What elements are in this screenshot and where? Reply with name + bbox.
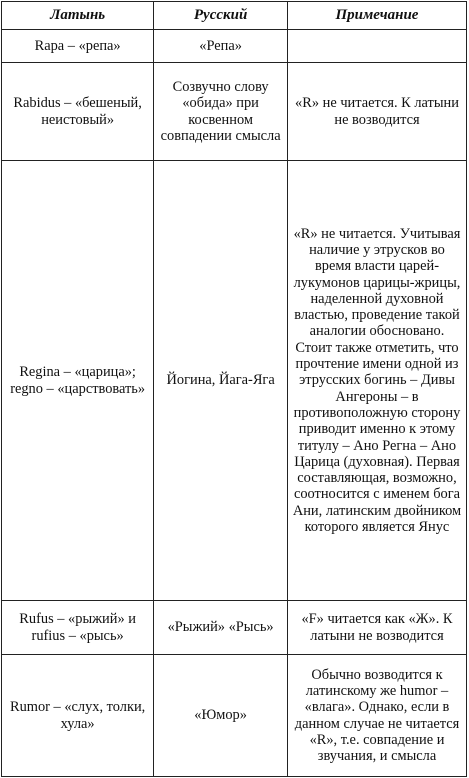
cell-note: «R» не читается. Учитывая наличие у этрусков во время власти царей-лукумонов царицы-жрицы, наделенной духовной властью, проведение такой аналогии обосновано. Стоит также отметить, что прочтение имени одной из этрусских богинь – Дивы Ангероны – в противоположную сторону приводит именно к этому титулу – Ано Регна – Ано Царица (духовная). Первая составляющая, возможно, соотносится с именем бога Ани, латинским двойником которого является Янус (287, 161, 466, 601)
cell-russian: «Репа» (154, 30, 288, 63)
table-row (2, 30, 467, 63)
cell-russian: Созвучно слову «обида» при косвенном совпадении смысла (154, 63, 288, 161)
cell-latin: Rumor – «слух, толки, хула» (2, 655, 154, 777)
table-row (2, 601, 467, 655)
cell-latin: Rabidus – «бешеный, неистовый» (2, 63, 154, 161)
cell-russian: «Юмор» (154, 655, 288, 777)
header-note: Примечание (287, 2, 466, 30)
cell-note: Обычно возводится к латинскому же humor – «влага». Однако, если в данном случае не читается «R», т.е. совпадение и звучания, и смысла (287, 655, 466, 777)
header-row (2, 2, 467, 30)
cell-note: «F» читается как «Ж». К латыни не возводится (287, 601, 466, 655)
table-row (2, 655, 467, 777)
cell-note (287, 30, 466, 63)
table-row (2, 63, 467, 161)
cell-russian: «Рыжий» «Рысь» (154, 601, 288, 655)
header-latin: Латынь (2, 2, 154, 30)
table-row (2, 161, 467, 601)
cell-latin: Regina – «царица»; regno – «царствовать» (2, 161, 154, 601)
cell-russian: Йогина, Йага-Яга (154, 161, 288, 601)
cell-note: «R» не читается. К латыни не возводится (287, 63, 466, 161)
header-russian: Русский (154, 2, 288, 30)
cell-latin: Rapa – «репа» (2, 30, 154, 63)
cell-latin: Rufus – «рыжий» и rufius – «рысь» (2, 601, 154, 655)
etymology-table (1, 1, 467, 777)
